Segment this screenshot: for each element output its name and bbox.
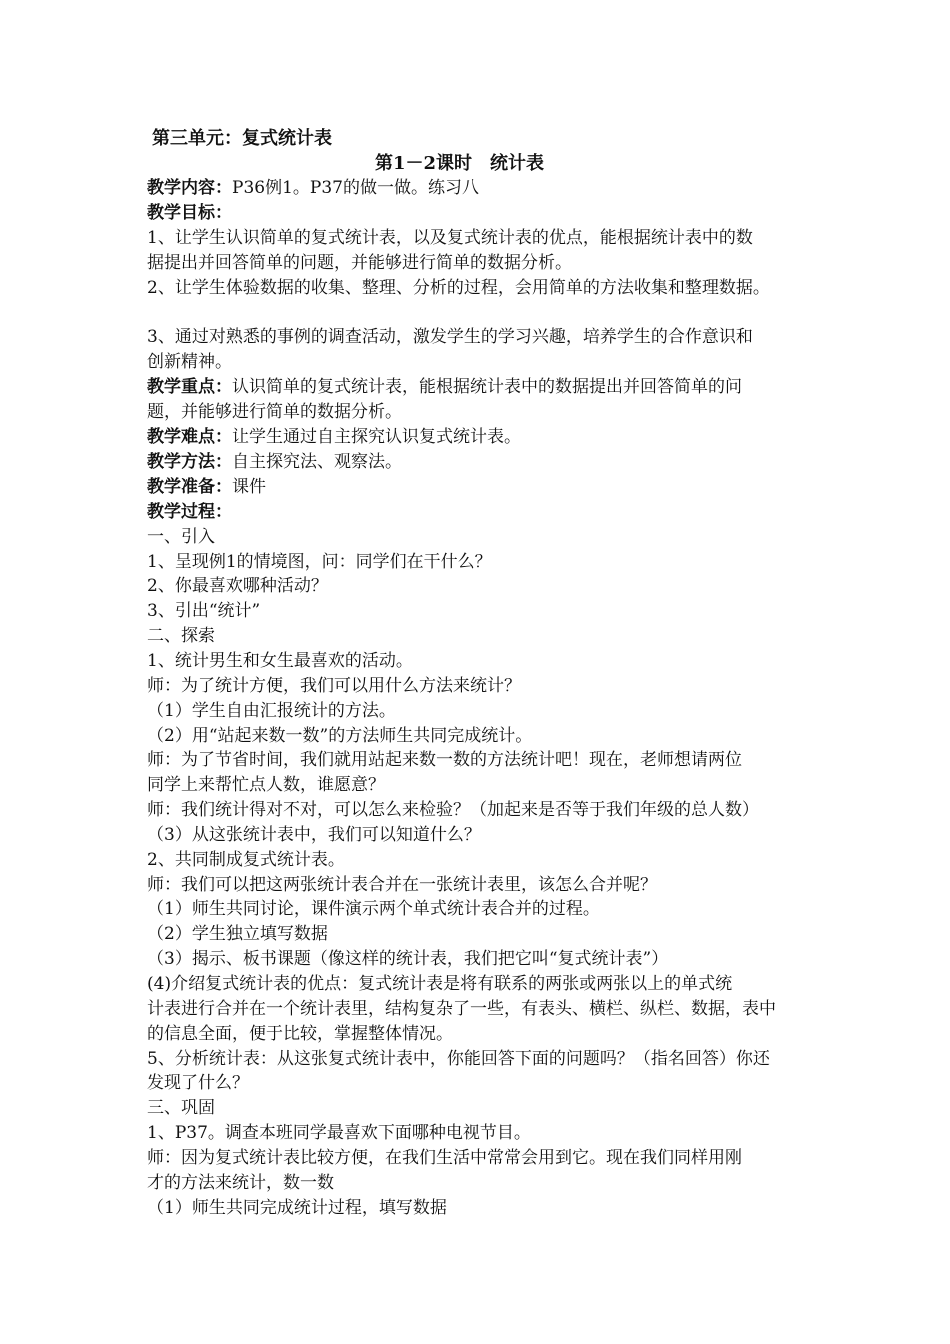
- process-line: 三、巩固: [147, 1098, 215, 1118]
- key-point-row: [147, 375, 817, 399]
- process-line: 1、呈现例1的情境图，问：同学们在干什么？: [147, 552, 492, 572]
- content-row: [147, 176, 817, 200]
- process-line: 的信息全面，便于比较，掌握整体情况。: [147, 1024, 453, 1044]
- method-row: [147, 450, 817, 474]
- process-line: 1、统计男生和女生最喜欢的活动。: [147, 651, 413, 671]
- goal-line: 创新精神。: [147, 352, 232, 372]
- prep-row: [147, 475, 817, 499]
- content-label: 教学内容：: [147, 178, 232, 198]
- process-line: 2、你最喜欢哪种活动？: [147, 576, 328, 596]
- process-line: （3）揭示、板书课题（像这样的统计表，我们把它叫“复式统计表”）: [147, 949, 669, 969]
- process-line: （1）学生自由汇报统计的方法。: [147, 701, 396, 721]
- process-line: 同学上来帮忙点人数，谁愿意？: [147, 775, 385, 795]
- method-text: 自主探究法、观察法。: [232, 452, 402, 472]
- process-line: 才的方法来统计，数一数: [147, 1173, 334, 1193]
- process-line: 师：因为复式统计表比较方便，在我们生活中常常会用到它。现在我们同样用刚: [147, 1148, 742, 1168]
- process-line: 师：为了节省时间，我们就用站起来数一数的方法统计吧！现在，老师想请两位: [147, 750, 742, 770]
- process-line: 一、引入: [147, 527, 215, 547]
- process-line: 3、引出“统计”: [147, 601, 261, 621]
- content-text: P36例1。P37的做一做。练习八: [232, 178, 479, 198]
- process-label: 教学过程：: [147, 502, 232, 522]
- process-line: 5、分析统计表：从这张复式统计表中，你能回答下面的问题吗？（指名回答）你还: [147, 1049, 770, 1069]
- goal-line: 1、让学生认识简单的复式统计表，以及复式统计表的优点，能根据统计表中的数: [147, 228, 753, 248]
- key-point-text-cont: 题，并能够进行简单的数据分析。: [147, 402, 402, 422]
- lesson-title: 第1－2课时 统计表: [375, 153, 545, 174]
- process-line: 发现了什么？: [147, 1073, 249, 1093]
- prep-text: 课件: [232, 477, 266, 497]
- process-line: 计表进行合并在一个统计表里，结构复杂了一些，有表头、横栏、纵栏、数据，表中: [147, 999, 776, 1019]
- unit-title: 第三单元：复式统计表: [152, 128, 332, 149]
- process-line: 二、探索: [147, 626, 215, 646]
- process-line: 师：为了统计方便，我们可以用什么方法来统计？: [147, 676, 521, 696]
- goal-line: 2、让学生体验数据的收集、整理、分析的过程，会用简单的方法收集和整理数据。: [147, 278, 770, 298]
- method-label: 教学方法：: [147, 452, 232, 472]
- process-line: 师：我们统计得对不对，可以怎么来检验？（加起来是否等于我们年级的总人数）: [147, 800, 759, 820]
- difficulty-text: 让学生通过自主探究认识复式统计表。: [232, 427, 521, 447]
- process-line: （1）师生共同完成统计过程，填写数据: [147, 1198, 447, 1218]
- goal-line: 3、通过对熟悉的事例的调查活动，激发学生的学习兴趣，培养学生的合作意识和: [147, 327, 753, 347]
- key-point-text: 认识简单的复式统计表，能根据统计表中的数据提出并回答简单的问: [232, 377, 742, 397]
- goal-line: 据提出并回答简单的问题，并能够进行简单的数据分析。: [147, 253, 572, 273]
- key-point-label: 教学重点：: [147, 377, 232, 397]
- prep-label: 教学准备：: [147, 477, 232, 497]
- goals-label: 教学目标：: [147, 203, 232, 223]
- difficulty-label: 教学难点：: [147, 427, 232, 447]
- process-line: (4)介绍复式统计表的优点：复式统计表是将有联系的两张或两张以上的单式统: [147, 974, 733, 994]
- process-line: 1、P37。调查本班同学最喜欢下面哪种电视节目。: [147, 1123, 531, 1143]
- difficulty-row: [147, 425, 817, 449]
- process-line: （2）学生独立填写数据: [147, 924, 328, 944]
- process-line: 2、共同制成复式统计表。: [147, 850, 345, 870]
- process-line: 师：我们可以把这两张统计表合并在一张统计表里，该怎么合并呢？: [147, 875, 657, 895]
- process-line: （2）用“站起来数一数”的方法师生共同完成统计。: [147, 726, 533, 746]
- process-line: （1）师生共同讨论，课件演示两个单式统计表合并的过程。: [147, 899, 600, 919]
- process-line: （3）从这张统计表中，我们可以知道什么？: [147, 825, 481, 845]
